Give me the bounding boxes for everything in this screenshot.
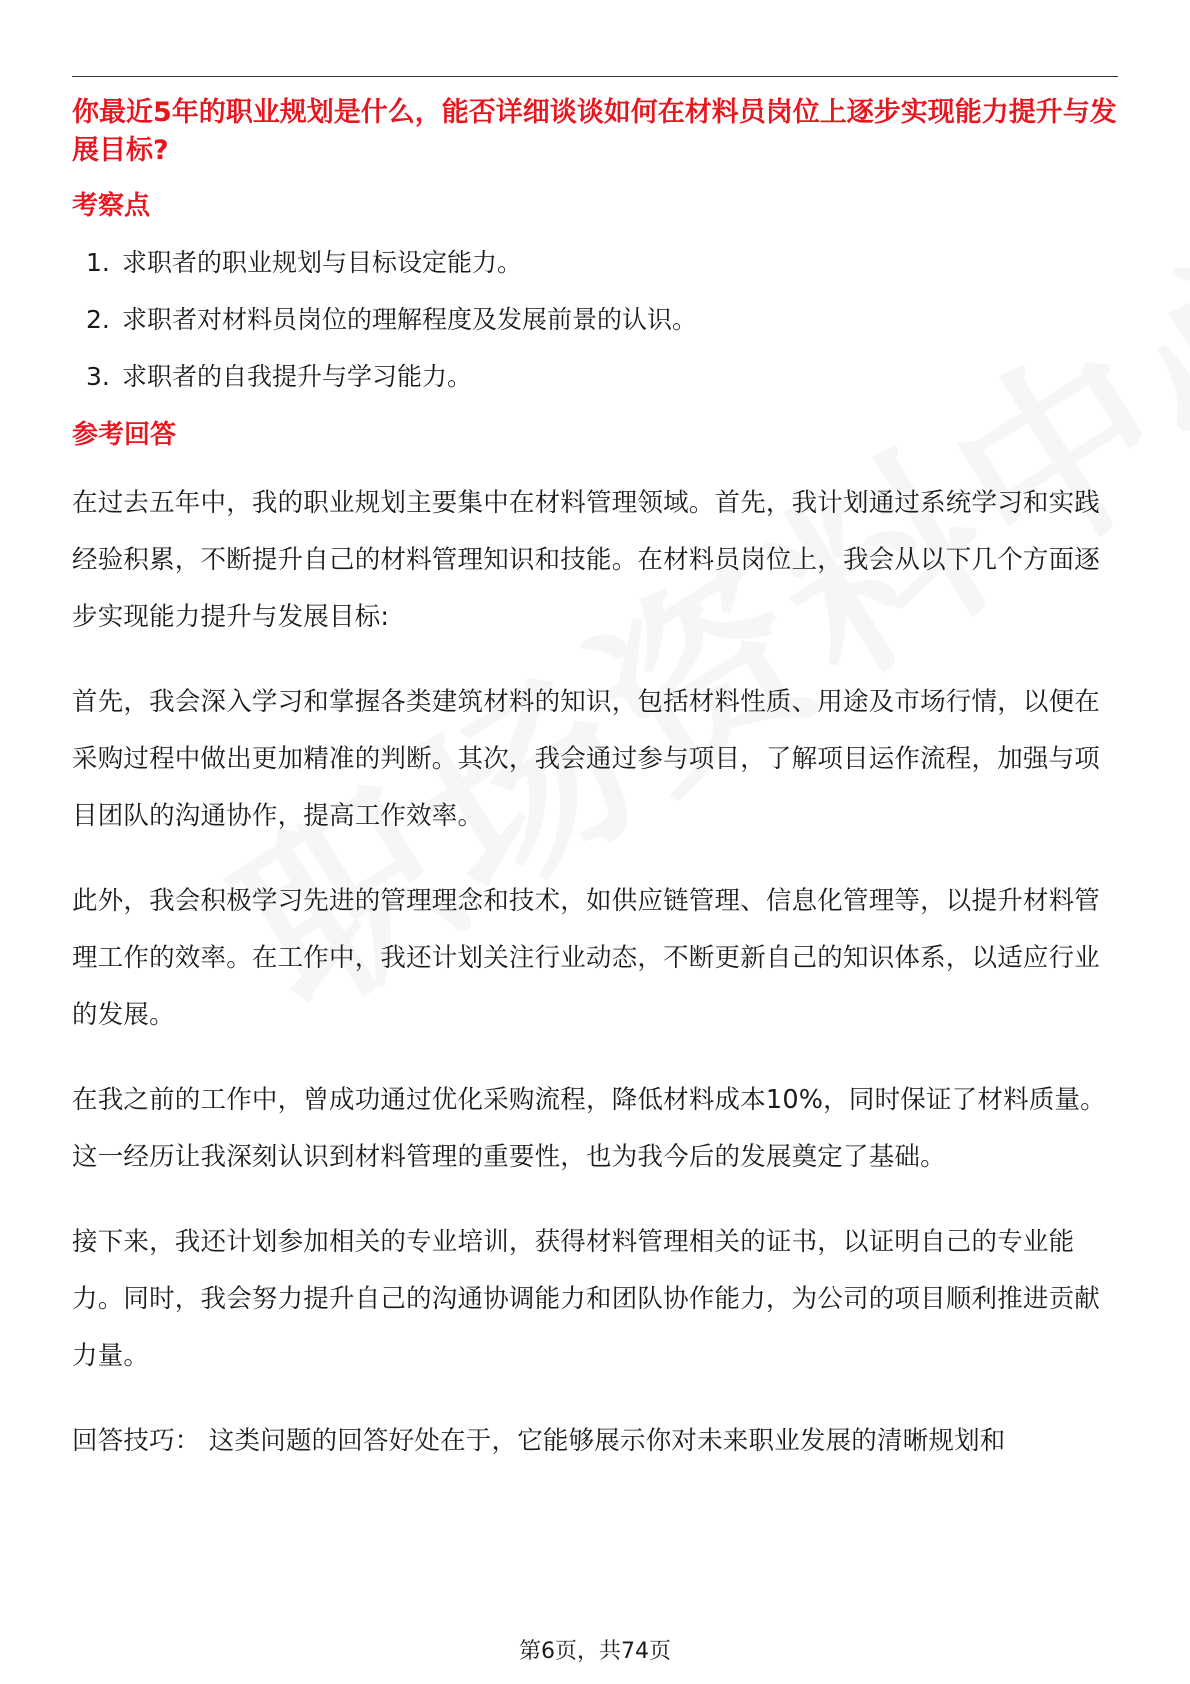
page-content [72,94,1122,1498]
answer-paragraph: 首先，我会深入学习和掌握各类建筑材料的知识，包括材料性质、用途及市场行情，以便在采购过程中做出更加精准的判断。其次，我会通过参与项目，了解项目运作流程，加强与项目团队的沟通协作，提高工作效率。 [72,687,1101,831]
list-item-number: 2. [86,305,110,334]
list-item [72,303,1122,337]
page-number: 第6页，共74页 [519,1639,671,1664]
points-heading: 考察点 [72,191,151,221]
answer-paragraph: 此外，我会积极学习先进的管理理念和技术，如供应链管理、信息化管理等，以提升材料管理工作的效率。在工作中，我还计划关注行业动态，不断更新自己的知识体系，以适应行业的发展。 [72,886,1101,1030]
points-list [72,246,1122,394]
list-item [72,246,1122,280]
list-item-text: 求职者的职业规划与目标设定能力。 [122,248,523,277]
answer-heading: 参考回答 [72,420,177,450]
list-item-number: 1. [86,248,110,277]
answer-body [72,475,1122,1470]
list-item-number: 3. [86,362,110,391]
question-title: 你最近5年的职业规划是什么，能否详细谈谈如何在材料员岗位上逐步实现能力提升与发展目标? [72,97,1117,166]
list-item-text: 求职者对材料员岗位的理解程度及发展前景的认识。 [122,305,698,334]
list-item [72,360,1122,394]
answer-paragraph: 在过去五年中，我的职业规划主要集中在材料管理领域。首先，我计划通过系统学习和实践经验积累，不断提升自己的材料管理知识和技能。在材料员岗位上，我会从以下几个方面逐步实现能力提升与发展目标: [72,488,1101,632]
header-rule [72,76,1118,77]
answer-tip-paragraph: 回答技巧： 这类问题的回答好处在于，它能够展示你对未来职业发展的清晰规划和 [72,1426,1006,1456]
answer-paragraph: 接下来，我还计划参加相关的专业培训，获得材料管理相关的证书，以证明自己的专业能力。同时，我会努力提升自己的沟通协调能力和团队协作能力，为公司的项目顺利推进贡献力量。 [72,1227,1101,1371]
answer-paragraph: 在我之前的工作中，曾成功通过优化采购流程，降低材料成本10%，同时保证了材料质量。这一经历让我深刻认识到材料管理的重要性，也为我今后的发展奠定了基础。 [72,1085,1106,1172]
list-item-text: 求职者的自我提升与学习能力。 [122,362,473,391]
